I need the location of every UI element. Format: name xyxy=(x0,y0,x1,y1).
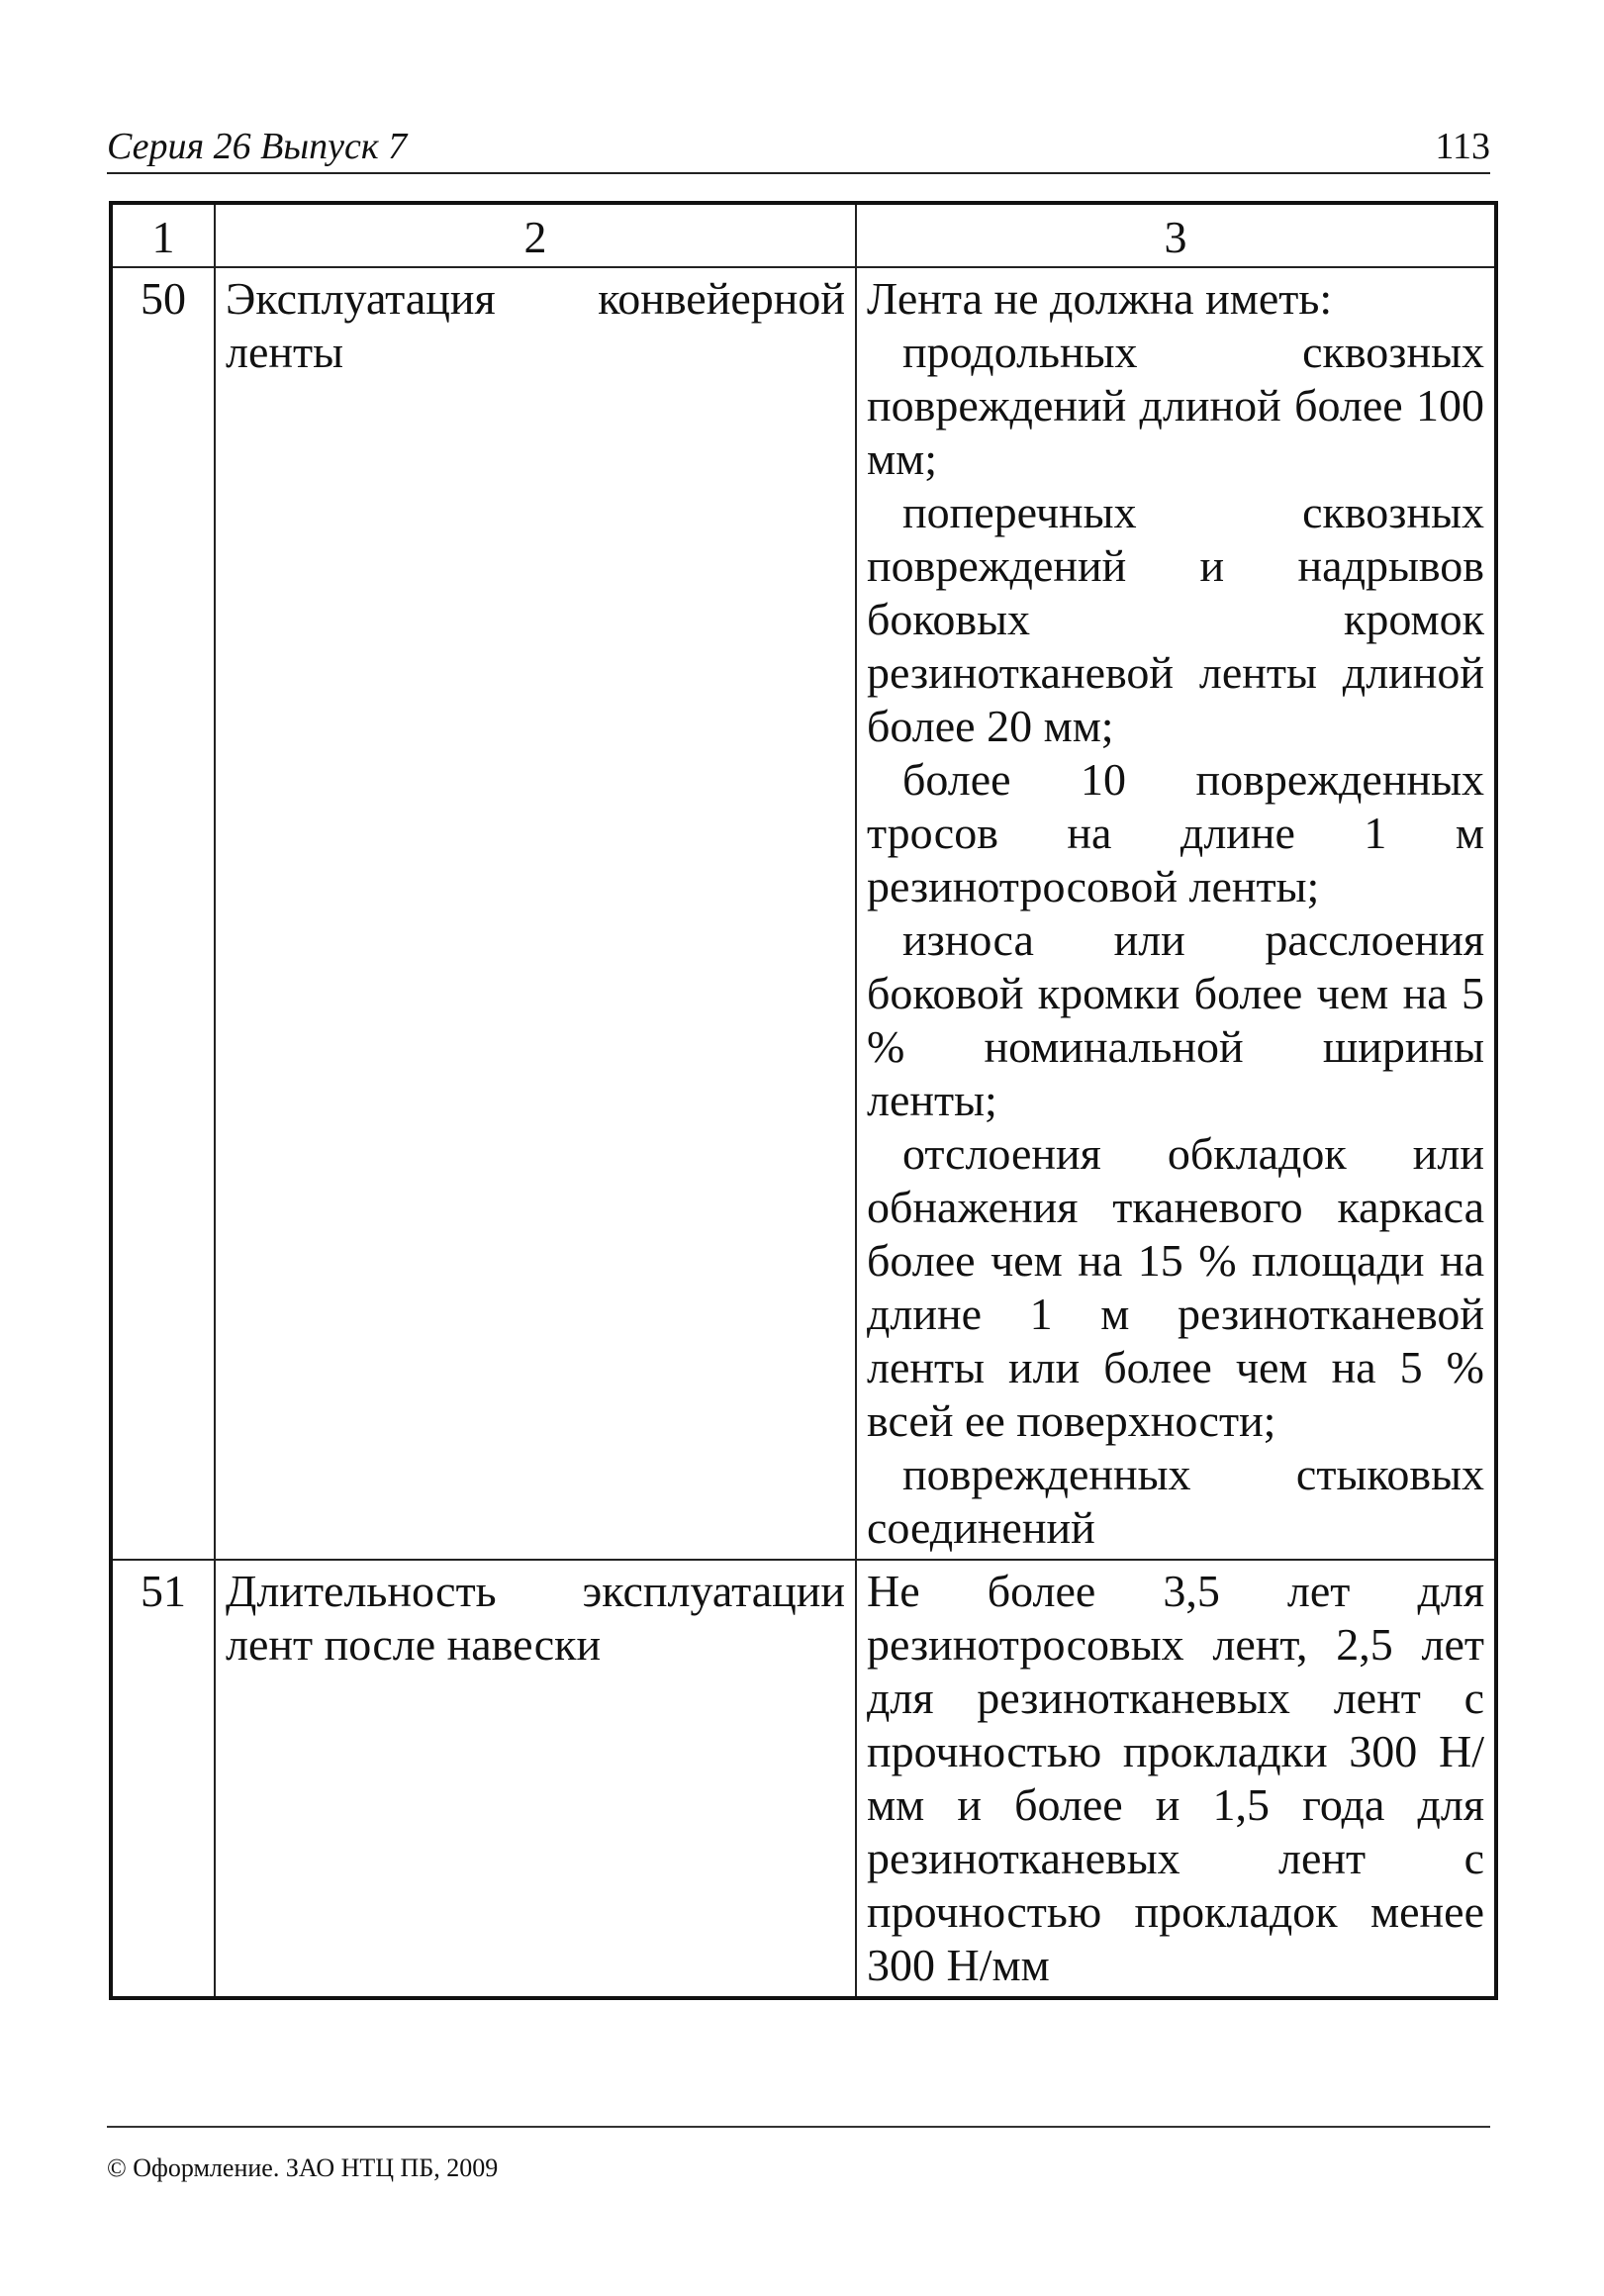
requirement-item: более 10 поврежденных тросов на длине 1 м резинотросовой ленты; xyxy=(867,754,1484,911)
row-number: 51 xyxy=(111,1560,215,1998)
page-number: 113 xyxy=(1435,126,1490,167)
column-header-1: 1 xyxy=(111,203,215,267)
parameter-cell: Длительность эксплуатации лент после навески xyxy=(215,1560,856,1998)
requirement-lead: Лента не должна иметь: xyxy=(867,273,1333,324)
requirement-cell xyxy=(856,267,1496,1560)
row-number: 50 xyxy=(111,267,215,1560)
requirement-item: продольных сквозных повреждений длиной более 100 мм; xyxy=(867,327,1484,484)
parameter-cell: Эксплуатация конвейерной ленты xyxy=(215,267,856,1560)
regulation-table xyxy=(109,201,1498,2000)
table-row xyxy=(111,1560,1496,1998)
series-title: Серия 26 Выпуск 7 xyxy=(107,126,408,167)
requirement-item: поврежденных стыковых соединений xyxy=(867,1449,1484,1553)
table-header-row xyxy=(111,203,1496,267)
page-header xyxy=(107,125,1490,174)
requirement-item: износа или расслоения боковой кромки более чем на 5 % номинальной ширины ленты; xyxy=(867,914,1484,1125)
requirement-item: отслоения обкладок или обнажения тканевого каркаса более чем на 15 % площади на длине 1 м резинотканевой ленты или более чем на 5 % всей ее поверхности; xyxy=(867,1128,1484,1446)
requirement-item: поперечных сквозных повреждений и надрывов боковых кромок резинотканевой ленты длиной более 20 мм; xyxy=(867,487,1484,751)
table-row xyxy=(111,267,1496,1560)
column-header-3: 3 xyxy=(856,203,1496,267)
column-header-2: 2 xyxy=(215,203,856,267)
requirement-cell xyxy=(856,1560,1496,1998)
copyright-note: © Оформление. ЗАО НТЦ ПБ, 2009 xyxy=(107,2153,499,2182)
requirement-lead: Не более 3,5 лет для резинотросовых лент, 2,5 лет для резинотканевых лент с прочностью прокладки 300 Н/мм и более и 1,5 года для резинотканевых лент с прочностью прокладок менее 300 Н/мм xyxy=(867,1566,1484,1990)
page-footer xyxy=(107,2126,1490,2183)
